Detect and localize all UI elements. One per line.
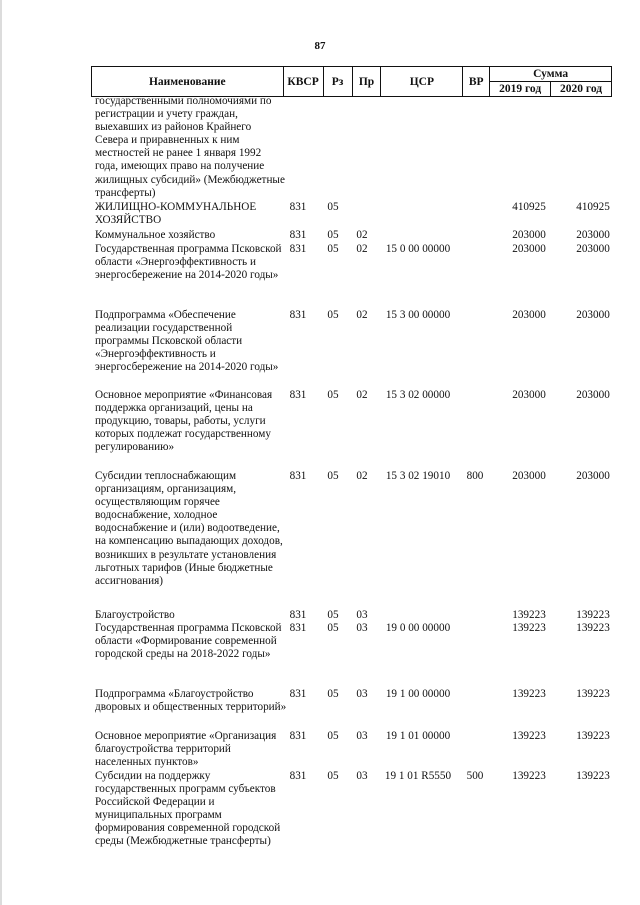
row-csr: 19 1 00 00000 [385,688,451,700]
header-pr: Пр [352,67,381,97]
row-rz: 05 [327,688,339,700]
row-csr: 19 0 00 00000 [385,622,451,634]
row-sum-2019: 203000 [512,243,546,255]
row-pr: 02 [356,470,368,482]
row-rz: 05 [327,309,339,321]
row-kvsr: 831 [289,770,307,782]
row-sum-2020: 139223 [576,609,610,621]
row-kvsr: 831 [289,229,307,241]
row-sum-2020: 203000 [576,309,610,321]
scan-edge [0,0,2,905]
row-kvsr: 831 [289,622,307,634]
row-pr: 03 [356,770,368,782]
row-sum-2019: 139223 [512,688,546,700]
row-sum-2020: 139223 [576,622,610,634]
row-pr: 02 [356,309,368,321]
row-pr: 02 [356,229,368,241]
table-row [91,95,612,201]
row-rz: 05 [327,609,339,621]
table-row [91,609,612,622]
row-sum-2020: 139223 [576,730,610,742]
table-row [91,470,612,609]
row-csr: 15 3 02 19010 [385,470,451,482]
header-vr: ВР [463,67,490,97]
table-row [91,730,612,770]
row-kvsr: 831 [289,309,307,321]
row-sum-2019: 203000 [512,229,546,241]
row-kvsr: 831 [289,201,307,213]
row-pr: 03 [356,609,368,621]
row-rz: 05 [327,201,339,213]
table-row [91,770,612,866]
row-name: государственными полномочиями по регистрации и учету граждан, выехавших из районов Крайнего Севера и приравненных к ним местностей не ранее 1 января 1992 года, имеющих право на получение жилищных субсидий» (Межбюджетные трансферты) [95,95,285,199]
row-sum-2019: 139223 [512,730,546,742]
row-name: Подпрограмма «Обеспечение реализации государственной программы Псковской области «Энергоэффективность и энергосбережение на 2014-2020 годы» [95,309,279,374]
row-csr: 15 3 00 00000 [385,309,451,321]
row-kvsr: 831 [289,609,307,621]
page-number: 87 [314,40,326,52]
row-name: Коммунальное хозяйство [95,229,216,241]
row-pr: 03 [356,688,368,700]
row-name: Основное мероприятие «Финансовая поддержка организаций, цены на продукцию, товары, работы, услуги которых подлежат государственному регулированию» [95,389,273,454]
header-2020: 2020 год [551,82,612,97]
row-csr: 15 3 02 00000 [385,389,451,401]
row-sum-2020: 139223 [576,688,610,700]
row-kvsr: 831 [289,470,307,482]
row-sum-2020: 203000 [576,389,610,401]
row-name: Основное мероприятие «Организация благоустройства территорий населенных пунктов» [95,730,277,769]
header-2019: 2019 год [490,82,551,97]
row-sum-2020: 203000 [576,470,610,482]
row-name: Государственная программа Псковской области «Формирование современной городской среды на 2018-2022 годы» [95,622,282,661]
row-sum-2019: 139223 [512,609,546,621]
row-pr: 03 [356,622,368,634]
row-sum-2020: 203000 [576,229,610,241]
row-rz: 05 [327,389,339,401]
header-sum: Сумма [490,67,612,82]
row-rz: 05 [327,730,339,742]
row-vr: 500 [466,770,484,782]
row-sum-2019: 139223 [512,770,546,782]
table-body [91,95,612,866]
row-rz: 05 [327,470,339,482]
header-rz: Рз [323,67,352,97]
header-name: Наименование [92,67,284,97]
table-header [91,66,612,97]
table-row [91,309,612,389]
row-sum-2019: 203000 [512,470,546,482]
row-sum-2020: 203000 [576,243,610,255]
row-sum-2019: 203000 [512,309,546,321]
row-rz: 05 [327,622,339,634]
row-rz: 05 [327,770,339,782]
table-row [91,688,612,730]
row-sum-2020: 410925 [576,201,610,213]
table-row [91,389,612,470]
row-name: Благоустройство [95,609,175,621]
row-name: ЖИЛИЩНО-КОММУНАЛЬНОЕ ХОЗЯЙСТВО [95,201,257,227]
header-csr: ЦСР [381,67,463,97]
table-row [91,229,612,243]
row-pr: 03 [356,730,368,742]
row-kvsr: 831 [289,243,307,255]
row-name: Субсидии на поддержку государственных программ субъектов Российской Федерации и муниципальных программ формирования современной городской среды (Межбюджетные трансферты) [95,770,281,848]
row-sum-2019: 203000 [512,389,546,401]
row-kvsr: 831 [289,688,307,700]
table-row [91,243,612,309]
row-name: Подпрограмма «Благоустройство дворовых и общественных территорий» [95,688,287,714]
row-kvsr: 831 [289,389,307,401]
row-rz: 05 [327,229,339,241]
row-sum-2019: 139223 [512,622,546,634]
row-kvsr: 831 [289,730,307,742]
row-pr: 02 [356,389,368,401]
row-name: Государственная программа Псковской области «Энергоэффективность и энергосбережение на 2014-2020 годы» [95,243,282,282]
row-pr: 02 [356,243,368,255]
header-kvsr: КВСР [283,67,323,97]
row-csr: 19 1 01 R5550 [384,770,452,782]
row-rz: 05 [327,243,339,255]
row-sum-2019: 410925 [512,201,546,213]
row-sum-2020: 139223 [576,770,610,782]
table-row [91,622,612,688]
row-csr: 15 0 00 00000 [385,243,451,255]
row-name: Субсидии теплоснабжающим организациям, организациям, осуществляющим горячее водоснабжение, холодное водоснабжение и (или) водоотведение, на компенсацию выпадающих доходов, возникших в результате установления льготных тарифов (Иные бюджетные ассигнования) [95,470,283,587]
row-vr: 800 [466,470,484,482]
table-row [91,201,612,229]
row-csr: 19 1 01 00000 [385,730,451,742]
